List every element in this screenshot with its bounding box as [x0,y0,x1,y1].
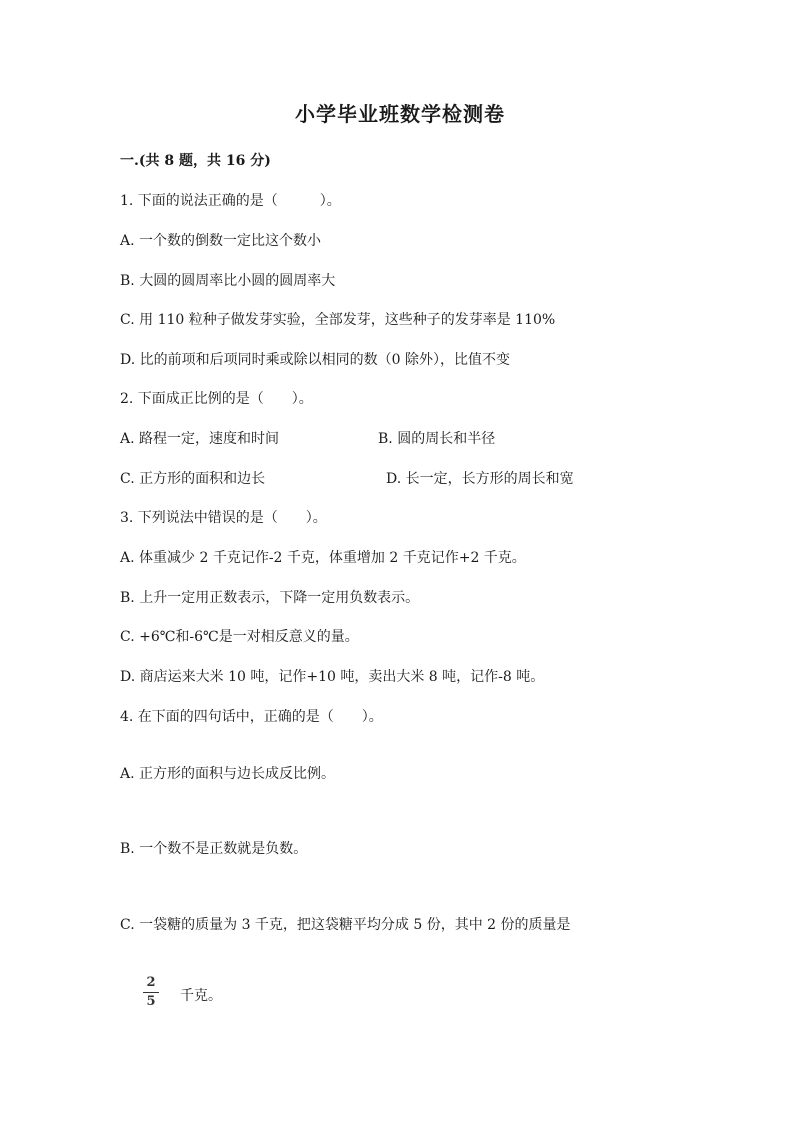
page-title: 小学毕业班数学检测卷 [295,102,505,126]
question-1-option-c: C. 用 110 粒种子做发芽实验，全部发芽，这些种子的发芽率是 110% [120,312,556,328]
section-heading: 一.(共 8 题，共 16 分) [120,153,271,169]
question-3-option-c: C. +6℃和-6℃是一对相反意义的量。 [120,629,359,645]
question-4-option-b: B. 一个数不是正数就是负数。 [120,841,308,857]
question-3-stem: 3. 下列说法中错误的是（ ）。 [120,510,327,526]
question-1-option-a: A. 一个数的倒数一定比这个数小 [120,233,322,249]
question-2-option-b: B. 圆的周长和半径 [378,431,496,447]
question-1-option-b: B. 大圆的圆周率比小圆的圆周率大 [120,273,336,289]
question-1-option-d: D. 比的前项和后项同时乘或除以相同的数（0 除外），比值不变 [120,352,510,368]
question-3-option-a: A. 体重减少 2 千克记作-2 千克，体重增加 2 千克记作+2 千克。 [120,550,526,566]
question-2-option-c: C. 正方形的面积和边长 [120,471,266,487]
question-4-stem: 4. 在下面的四句话中，正确的是（ ）。 [120,709,383,725]
question-3-option-d: D. 商店运来大米 10 吨，记作+10 吨，卖出大米 8 吨，记作-8 吨。 [120,669,545,685]
question-3-option-b: B. 上升一定用正数表示，下降一定用负数表示。 [120,590,420,606]
question-2-option-a: A. 路程一定，速度和时间 [120,431,280,447]
question-2-option-d: D. 长一定，长方形的周长和宽 [386,471,574,487]
question-4-option-c-tail: 千克。 [180,988,222,1004]
question-4-option-c: C. 一袋糖的质量为 3 千克，把这袋糖平均分成 5 份，其中 2 份的质量是 [120,917,571,933]
fraction-bar [143,992,159,993]
fraction-denominator: 5 [146,994,156,1009]
question-1-stem: 1. 下面的说法正确的是（ ）。 [120,193,341,209]
fraction-numerator: 2 [146,975,156,990]
question-2-stem: 2. 下面成正比例的是（ ）。 [120,391,313,407]
fraction-two-fifths [143,975,159,1010]
question-4-option-a: A. 正方形的面积与边长成反比例。 [120,766,336,782]
